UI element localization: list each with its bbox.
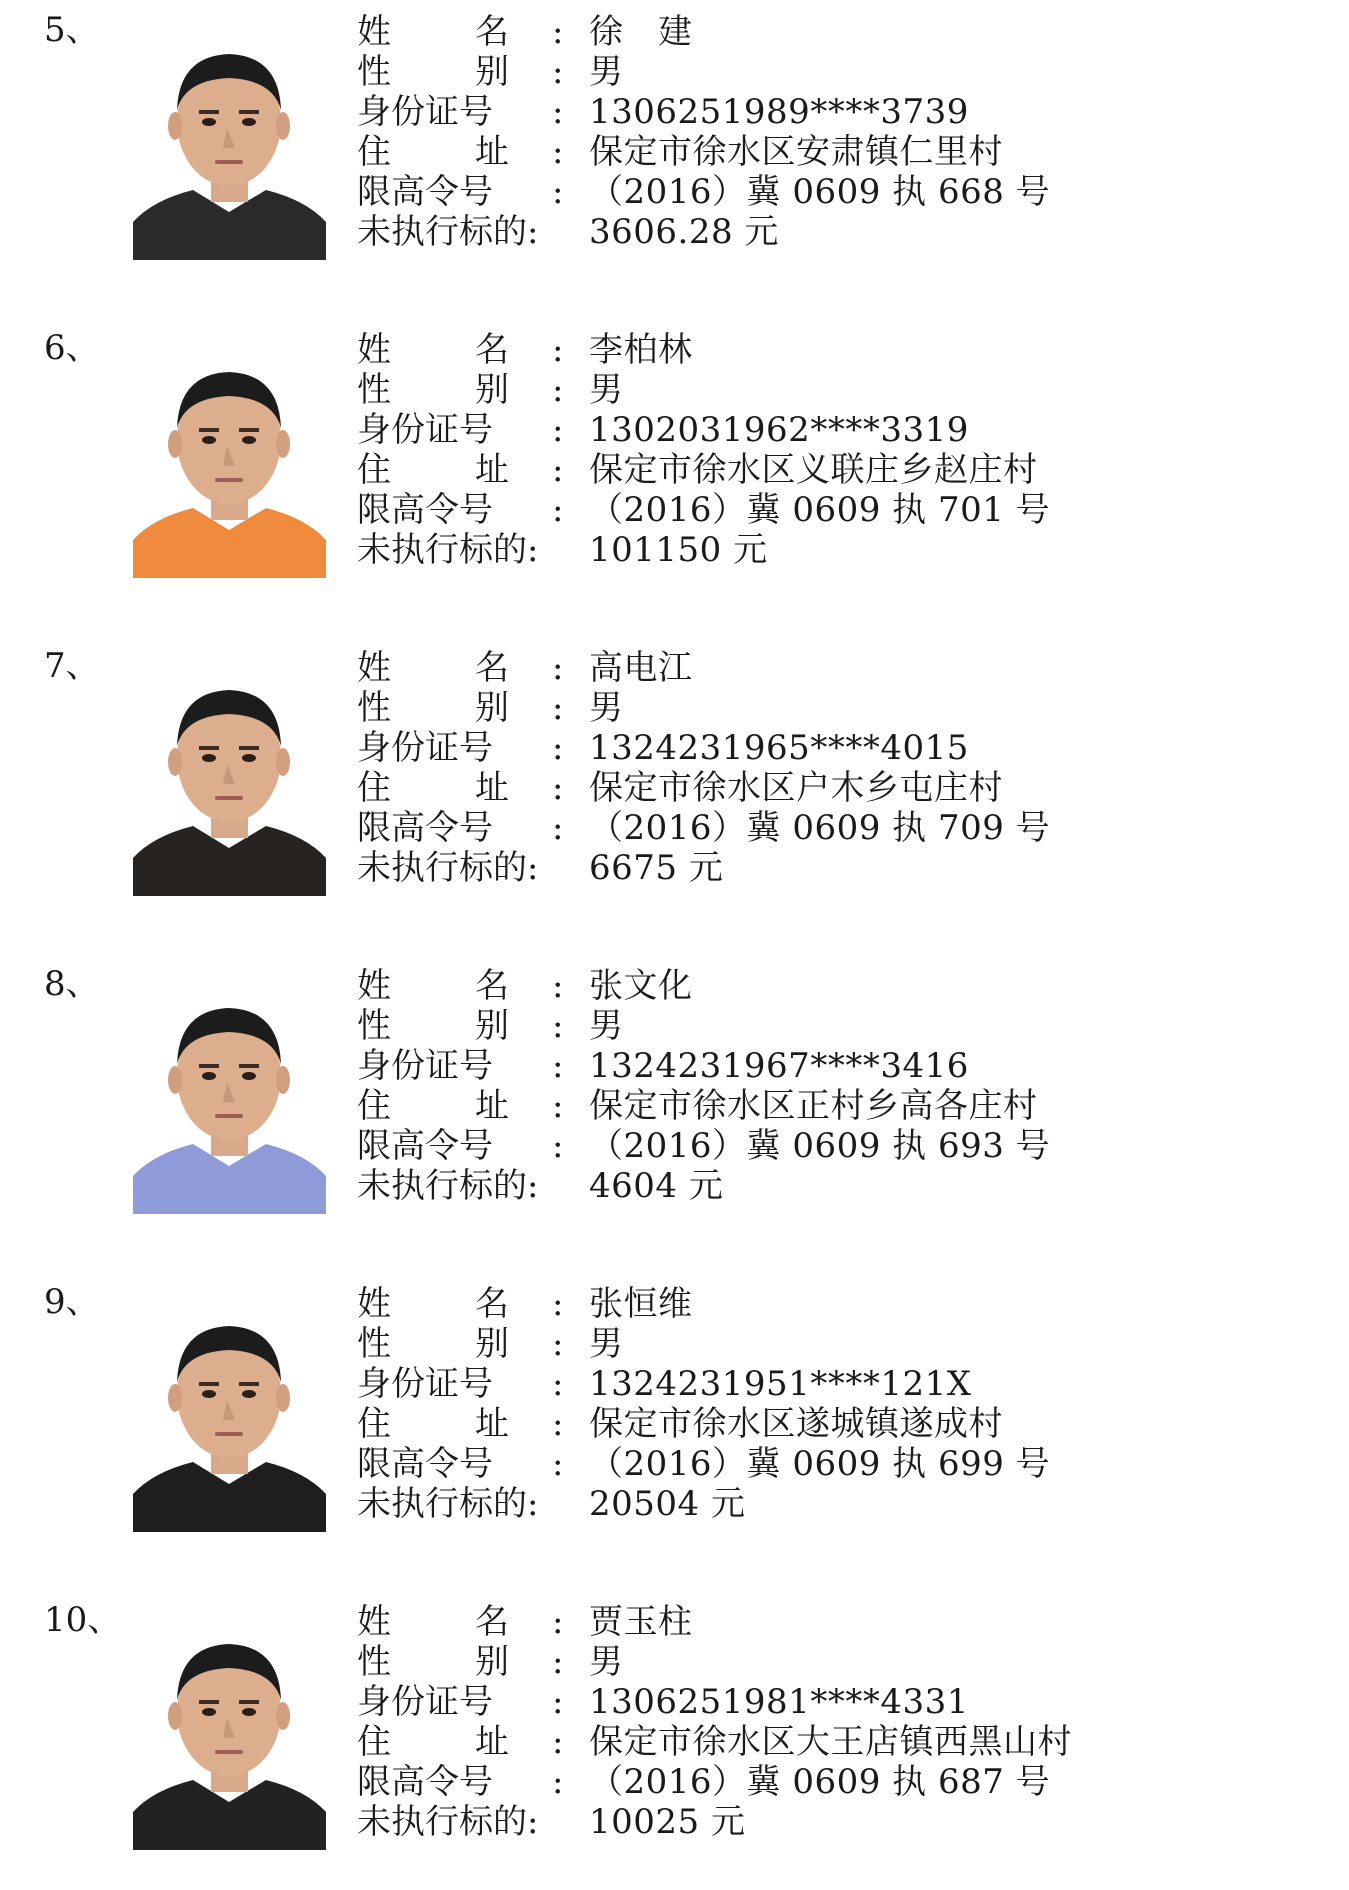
name-row	[357, 1600, 1257, 1644]
name-label: 姓 名	[357, 648, 509, 688]
amount-value: 20504 元	[589, 1484, 746, 1524]
name-label: 姓 名	[357, 966, 509, 1006]
gender-row	[357, 368, 1257, 412]
id-label: 身份证号	[357, 92, 493, 132]
colon: :	[552, 410, 564, 450]
gender-label: 性 别	[357, 52, 509, 92]
gender-row	[357, 1004, 1257, 1048]
id-label: 身份证号	[357, 1046, 493, 1086]
address-row	[357, 1720, 1257, 1764]
address-label: 住 址	[357, 450, 509, 490]
name-value: 张恒维	[589, 1284, 693, 1324]
id-label: 身份证号	[357, 1682, 493, 1722]
colon: :	[552, 648, 564, 688]
address-value: 保定市徐水区遂城镇遂成村	[589, 1404, 1003, 1444]
person-entry	[0, 0, 1349, 300]
amount-value: 3606.28 元	[589, 212, 779, 252]
name-row	[357, 964, 1257, 1008]
gender-row	[357, 1640, 1257, 1684]
person-photo	[133, 658, 326, 896]
order-value: （2016）冀 0609 执 668 号	[589, 172, 1051, 212]
colon: :	[552, 1682, 564, 1722]
order-row	[357, 1442, 1257, 1486]
order-value: （2016）冀 0609 执 687 号	[589, 1762, 1051, 1802]
colon: :	[552, 1364, 564, 1404]
order-label: 限高令号	[357, 490, 493, 530]
address-row	[357, 448, 1257, 492]
colon: :	[552, 92, 564, 132]
name-row	[357, 646, 1257, 690]
amount-value: 4604 元	[589, 1166, 724, 1206]
colon: :	[552, 688, 564, 728]
order-value: （2016）冀 0609 执 693 号	[589, 1126, 1051, 1166]
id-row	[357, 408, 1257, 452]
colon: :	[552, 1046, 564, 1086]
colon: :	[552, 1126, 564, 1166]
colon: :	[552, 768, 564, 808]
id-value: 1306251989****3739	[589, 92, 969, 132]
order-value: （2016）冀 0609 执 709 号	[589, 808, 1051, 848]
person-entry	[0, 1272, 1349, 1572]
name-label: 姓 名	[357, 12, 509, 52]
colon: :	[552, 1642, 564, 1682]
colon: :	[552, 172, 564, 212]
person-entry	[0, 1590, 1349, 1890]
address-label: 住 址	[357, 1086, 509, 1126]
colon: :	[552, 1006, 564, 1046]
amount-row	[357, 210, 1257, 254]
colon: :	[552, 1722, 564, 1762]
entry-number: 8、	[44, 964, 100, 1004]
entry-number: 7、	[44, 646, 100, 686]
id-value: 1302031962****3319	[589, 410, 969, 450]
gender-value: 男	[589, 1642, 624, 1682]
id-row	[357, 1680, 1257, 1724]
address-label: 住 址	[357, 1722, 509, 1762]
id-value: 1324231965****4015	[589, 728, 969, 768]
order-label: 限高令号	[357, 808, 493, 848]
id-label: 身份证号	[357, 728, 493, 768]
name-label: 姓 名	[357, 1284, 509, 1324]
address-value: 保定市徐水区大王店镇西黑山村	[589, 1722, 1072, 1762]
person-photo	[133, 1612, 326, 1850]
person-photo	[133, 976, 326, 1214]
id-value: 1306251981****4331	[589, 1682, 969, 1722]
colon: :	[552, 808, 564, 848]
gender-row	[357, 1322, 1257, 1366]
amount-row	[357, 1164, 1257, 1208]
address-label: 住 址	[357, 768, 509, 808]
amount-label: 未执行标的:	[357, 1166, 539, 1206]
amount-row	[357, 846, 1257, 890]
gender-row	[357, 50, 1257, 94]
amount-value: 10025 元	[589, 1802, 746, 1842]
address-row	[357, 1084, 1257, 1128]
name-value: 张文化	[589, 966, 693, 1006]
id-row	[357, 1362, 1257, 1406]
order-label: 限高令号	[357, 1762, 493, 1802]
amount-label: 未执行标的:	[357, 848, 539, 888]
person-entry	[0, 318, 1349, 618]
entry-number: 6、	[44, 328, 100, 368]
colon: :	[552, 1284, 564, 1324]
colon: :	[552, 132, 564, 172]
gender-label: 性 别	[357, 688, 509, 728]
colon: :	[552, 1324, 564, 1364]
colon: :	[552, 12, 564, 52]
id-row	[357, 726, 1257, 770]
colon: :	[552, 52, 564, 92]
entry-number: 10、	[44, 1600, 122, 1640]
order-row	[357, 488, 1257, 532]
name-value: 贾玉柱	[589, 1602, 693, 1642]
gender-value: 男	[589, 1324, 624, 1364]
person-photo	[133, 22, 326, 260]
amount-value: 101150 元	[589, 530, 768, 570]
order-row	[357, 806, 1257, 850]
person-photo	[133, 340, 326, 578]
name-label: 姓 名	[357, 330, 509, 370]
order-row	[357, 170, 1257, 214]
colon: :	[552, 370, 564, 410]
id-row	[357, 90, 1257, 134]
amount-label: 未执行标的:	[357, 530, 539, 570]
amount-row	[357, 1800, 1257, 1844]
colon: :	[552, 1762, 564, 1802]
address-value: 保定市徐水区安肃镇仁里村	[589, 132, 1003, 172]
address-row	[357, 1402, 1257, 1446]
colon: :	[552, 1602, 564, 1642]
order-row	[357, 1124, 1257, 1168]
entry-number: 5、	[44, 10, 100, 50]
name-value: 徐 建	[589, 12, 693, 52]
name-label: 姓 名	[357, 1602, 509, 1642]
gender-label: 性 别	[357, 1642, 509, 1682]
name-value: 李柏林	[589, 330, 693, 370]
gender-row	[357, 686, 1257, 730]
colon: :	[552, 728, 564, 768]
order-value: （2016）冀 0609 执 701 号	[589, 490, 1051, 530]
amount-row	[357, 528, 1257, 572]
address-value: 保定市徐水区户木乡屯庄村	[589, 768, 1003, 808]
id-row	[357, 1044, 1257, 1088]
order-label: 限高令号	[357, 1126, 493, 1166]
name-value: 高电江	[589, 648, 693, 688]
id-label: 身份证号	[357, 1364, 493, 1404]
amount-label: 未执行标的:	[357, 1802, 539, 1842]
entry-number: 9、	[44, 1282, 100, 1322]
amount-value: 6675 元	[589, 848, 724, 888]
address-label: 住 址	[357, 1404, 509, 1444]
id-value: 1324231967****3416	[589, 1046, 969, 1086]
colon: :	[552, 1444, 564, 1484]
colon: :	[552, 330, 564, 370]
colon: :	[552, 450, 564, 490]
amount-label: 未执行标的:	[357, 1484, 539, 1524]
name-row	[357, 328, 1257, 372]
colon: :	[552, 1086, 564, 1126]
gender-value: 男	[589, 688, 624, 728]
gender-label: 性 别	[357, 370, 509, 410]
name-row	[357, 10, 1257, 54]
gender-value: 男	[589, 52, 624, 92]
name-row	[357, 1282, 1257, 1326]
order-value: （2016）冀 0609 执 699 号	[589, 1444, 1051, 1484]
address-row	[357, 130, 1257, 174]
order-row	[357, 1760, 1257, 1804]
person-entry	[0, 954, 1349, 1254]
order-label: 限高令号	[357, 1444, 493, 1484]
id-label: 身份证号	[357, 410, 493, 450]
address-value: 保定市徐水区正村乡高各庄村	[589, 1086, 1038, 1126]
colon: :	[552, 490, 564, 530]
colon: :	[552, 1404, 564, 1444]
gender-value: 男	[589, 1006, 624, 1046]
person-entry	[0, 636, 1349, 936]
gender-value: 男	[589, 370, 624, 410]
id-value: 1324231951****121X	[589, 1364, 972, 1404]
amount-row	[357, 1482, 1257, 1526]
address-label: 住 址	[357, 132, 509, 172]
gender-label: 性 别	[357, 1324, 509, 1364]
order-label: 限高令号	[357, 172, 493, 212]
amount-label: 未执行标的:	[357, 212, 539, 252]
person-photo	[133, 1294, 326, 1532]
address-value: 保定市徐水区义联庄乡赵庄村	[589, 450, 1038, 490]
address-row	[357, 766, 1257, 810]
colon: :	[552, 966, 564, 1006]
gender-label: 性 别	[357, 1006, 509, 1046]
